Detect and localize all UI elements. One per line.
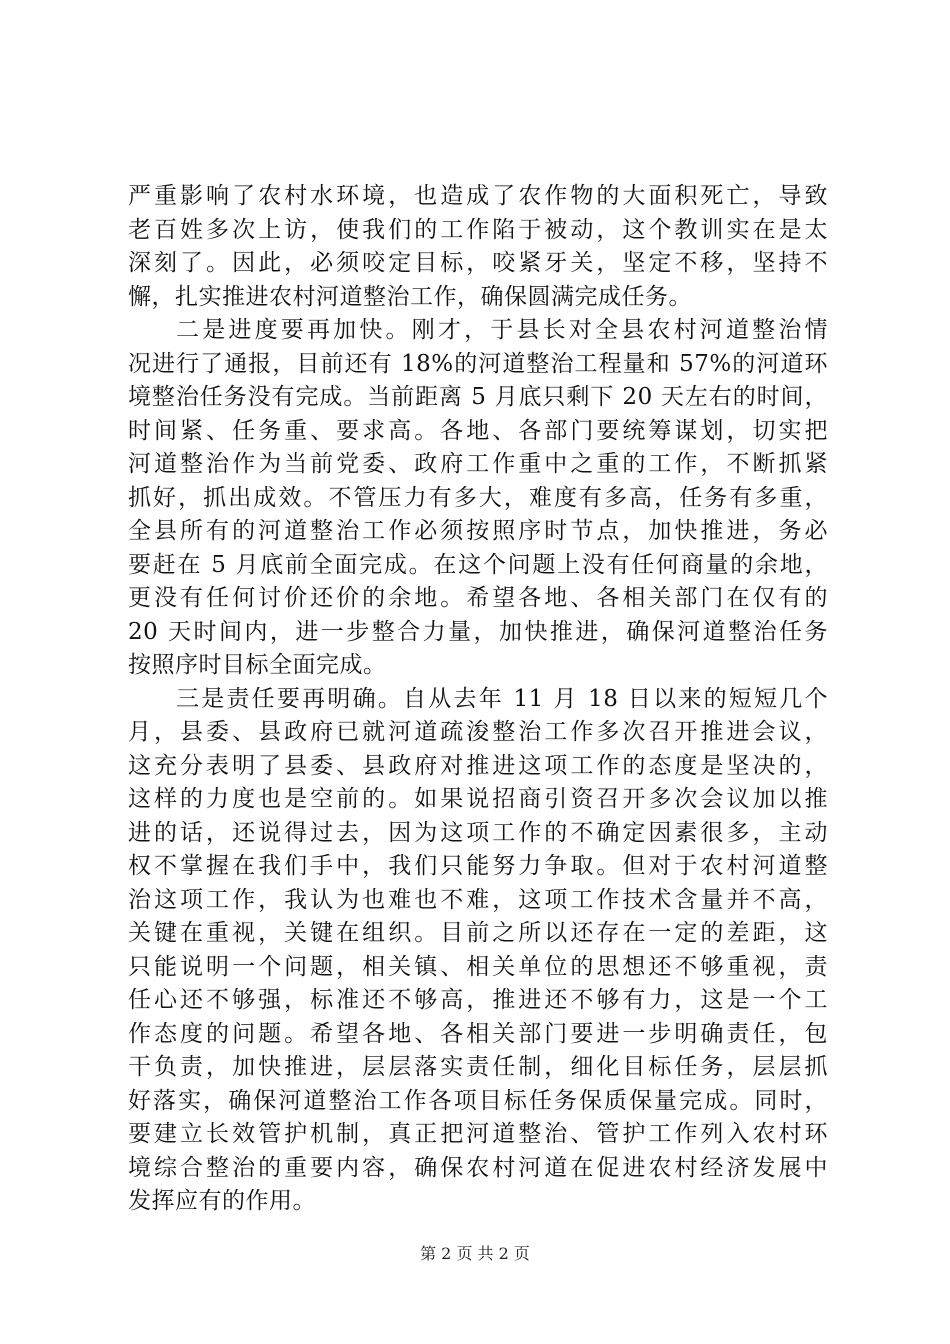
- text-line: 月，县委、县政府已就河道疏浚整治工作多次召开推进会议，: [128, 719, 828, 745]
- text-line: 境综合整治的重要内容，确保农村河道在促进农村经济发展中: [128, 1154, 828, 1181]
- text-line: 权不掌握在我们手中，我们只能努力争取。但对于农村河道整: [128, 853, 828, 879]
- text-line: 这充分表明了县委、县政府对推进这项工作的态度是坚决的，: [128, 752, 828, 779]
- text-line: 河道整治作为当前党委、政府工作重中之重的工作，不断抓紧: [128, 451, 828, 477]
- text-line: 深刻了。因此，必须咬定目标，咬紧牙关，坚定不移，坚持不: [128, 250, 828, 276]
- text-line: 况进行了通报，目前还有 18%的河道整治工程量和 57%的河道环: [128, 350, 828, 377]
- text-line: 严重影响了农村水环境，也造成了农作物的大面积死亡，导致: [128, 183, 828, 209]
- text-line: 任心还不够强，标准还不够高，推进还不够有力，这是一个工: [128, 987, 828, 1013]
- text-line: 干负责，加快推进，层层落实责任制，细化目标任务，层层抓: [128, 1054, 828, 1080]
- text-line: 老百姓多次上访，使我们的工作陷于被动，这个教训实在是太: [128, 216, 828, 243]
- text-line: 20 天时间内，进一步整合力量，加快推进，确保河道整治任务: [128, 618, 828, 645]
- text-line: 更没有任何讨价还价的余地。希望各地、各相关部门在仅有的: [128, 585, 828, 611]
- text-line: 关键在重视，关键在组织。目前之所以还存在一定的差距，这: [128, 920, 828, 946]
- text-line: 进的话，还说得过去，因为这项工作的不确定因素很多，主动: [128, 819, 828, 846]
- text-line: 只能说明一个问题，相关镇、相关单位的思想还不够重视，责: [128, 953, 828, 980]
- text-line: 抓好，抓出成效。不管压力有多大，难度有多高，任务有多重，: [128, 484, 828, 511]
- text-line: 按照序时目标全面完成。: [128, 652, 387, 678]
- document-body: [128, 180, 828, 1219]
- text-line: 要建立长效管护机制，真正把河道整治、管护工作列入农村环: [128, 1121, 828, 1147]
- text-line: 时间紧、任务重、要求高。各地、各部门要统筹谋划，切实把: [128, 417, 828, 444]
- page-number-footer: 第 2 页 共 2 页: [420, 1244, 530, 1263]
- paragraph-start-line: 三是责任要再明确。自从去年 11 月 18 日以来的短短几个: [176, 685, 828, 712]
- text-line: 这样的力度也是空前的。如果说招商引资召开多次会议加以推: [128, 786, 828, 812]
- text-line: 发挥应有的作用。: [128, 1188, 316, 1214]
- text-line: 好落实，确保河道整治工作各项目标任务保质保量完成。同时，: [128, 1087, 828, 1114]
- text-line: 懈，扎实推进农村河道整治工作，确保圆满完成任务。: [128, 283, 692, 310]
- text-line: 作态度的问题。希望各地、各相关部门要进一步明确责任，包: [128, 1020, 828, 1047]
- paragraph-start-line: 二是进度要再加快。刚才，于县长对全县农村河道整治情: [176, 317, 828, 343]
- text-line: 要赶在 5 月底前全面完成。在这个问题上没有任何商量的余地，: [128, 551, 828, 578]
- text-line: 境整治任务没有完成。当前距离 5 月底只剩下 20 天左右的时间，: [128, 384, 828, 410]
- text-line: 治这项工作，我认为也难也不难，这项工作技术含量并不高，: [128, 886, 828, 913]
- text-line: 全县所有的河道整治工作必须按照序时节点，加快推进，务必: [128, 518, 828, 544]
